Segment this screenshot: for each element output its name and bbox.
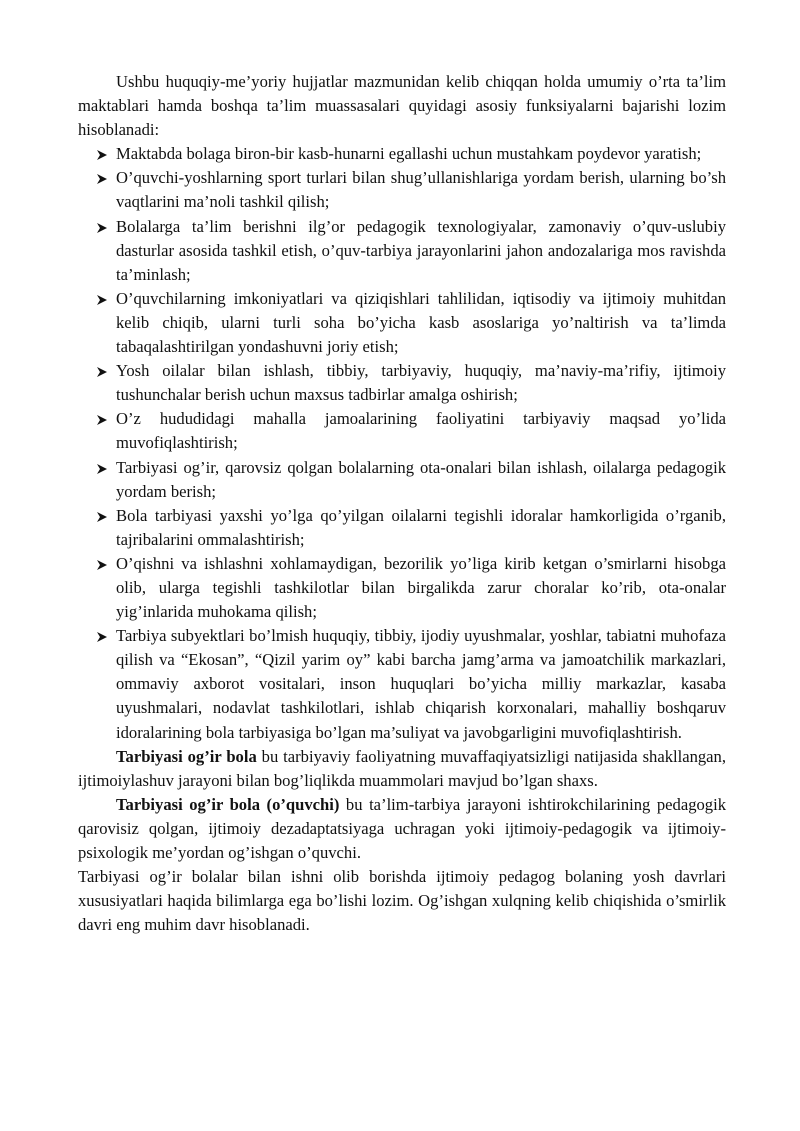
arrowhead-bullet-icon xyxy=(96,624,110,648)
list-item xyxy=(78,504,726,552)
arrowhead-bullet-icon xyxy=(96,359,110,383)
arrowhead-bullet-icon xyxy=(96,407,110,431)
arrowhead-bullet-icon xyxy=(96,552,110,576)
list-item-text: O’quvchilarning imkoniyatlari va qiziqishlari tahlilidan, iqtisodiy va ijtimoiy muhitdan kelib chiqib, ularni turli soha bo’yicha kasb asoslariga yo’naltirish va ta’limda tabaqalashtirilgan yondashuvni joriy etish; xyxy=(116,288,726,357)
list-item-text: O’quvchi-yoshlarning sport turlari bilan shug’ullanishlariga yordam berish, ularning bo’sh vaqtlarini ma’noli tashkil qilish; xyxy=(116,168,726,212)
intro-paragraph: Ushbu huquqiy-me’yoriy hujjatlar mazmunidan kelib chiqqan holda umumiy o’rta ta’lim maktablari hamda boshqa ta’lim muassasalari quyidagi asosiy funksiyalarni bajarishi lozim hisoblanadi: xyxy=(78,72,726,140)
definition-text-2: bu ta’lim-tarbiya jarayoni ishtirokchilarining pedagogik qarovisiz qolgan, ijtimoiy dezadaptatsiyaga uchragan yoki ijtimoiy-pedagogik va ijtimoiy-psixologik me’yordan og’ishgan o’quvchi. xyxy=(78,794,726,862)
list-item xyxy=(78,215,726,287)
arrowhead-bullet-icon xyxy=(96,142,110,166)
arrowhead-bullet-icon xyxy=(96,287,110,311)
definition-paragraph-1 xyxy=(78,745,726,793)
list-item-text: Tarbiya subyektlari bo’lmish huquqiy, tibbiy, ijodiy uyushmalar, yoshlar, tabiatni muhofaza qilish va “Ekosan”, “Qizil yarim oy” kabi barcha jamg’arma va jamoatchilik markazlari, ommaviy axborot vositalari, inson huquqlari bo’yicha milliy markazlar, kasaba uyushmalari, nodavlat tashkilotlari, ishlab chiqarish korxonalari, mahalliy boshqaruv idoralarining bola tarbiyasiga bo’lgan ma’suliyat va javobgarligini muvofiqlashtirish. xyxy=(116,626,726,742)
functions-list xyxy=(78,142,726,744)
arrowhead-bullet-icon xyxy=(96,504,110,528)
arrowhead-bullet-icon xyxy=(96,456,110,480)
list-item-text: Tarbiyasi og’ir, qarovsiz qolgan bolalarning ota-onalari bilan ishlash, oilalarga pedagogik yordam berish; xyxy=(116,457,726,501)
list-item-text: Yosh oilalar bilan ishlash, tibbiy, tarbiyaviy, huquqiy, ma’naviy-ma’rifiy, ijtimoiy tushunchalar berish uchun maxsus tadbirlar amalga oshirish; xyxy=(116,361,726,405)
list-item-text: O’z hududidagi mahalla jamoalarining faoliyatini tarbiyaviy maqsad yo’lida muvofiqlashtirish; xyxy=(116,409,726,453)
list-item xyxy=(78,142,726,166)
list-item xyxy=(78,407,726,455)
definition-term-1: Tarbiyasi og’ir bola xyxy=(116,746,257,766)
list-item-text: Maktabda bolaga biron-bir kasb-hunarni egallashi uchun mustahkam poydevor yaratish; xyxy=(116,144,702,164)
closing-paragraph: Tarbiyasi og’ir bolalar bilan ishni olib borishda ijtimoiy pedagog bolaning yosh davrlari xususiyatlari haqida bilimlarga ega bo’lishi lozim. Og’ishgan xulqning kelib chiqishida o’smirlik davri eng muhim davr hisoblanadi. xyxy=(78,867,726,935)
arrowhead-bullet-icon xyxy=(96,215,110,239)
list-item xyxy=(78,359,726,407)
list-item xyxy=(78,624,726,744)
document-page xyxy=(78,70,726,937)
list-item xyxy=(78,166,726,214)
list-item-text: Bolalarga ta’lim berishni ilg’or pedagogik texnologiyalar, zamonaviy o’quv-uslubiy dasturlar asosida tashkil etish, o’quv-tarbiya jarayonlarini jahon andozalariga mos ravishda ta’minlash; xyxy=(116,216,726,284)
definition-term-2: Tarbiyasi og’ir bola (o’quvchi) xyxy=(116,794,340,814)
list-item xyxy=(78,456,726,504)
definition-paragraph-2 xyxy=(78,793,726,865)
list-item xyxy=(78,287,726,359)
list-item xyxy=(78,552,726,624)
list-item-text: O’qishni va ishlashni xohlamaydigan, bezorilik yo’liga kirib ketgan o’smirlarni hisobga olib, ularga tegishli tashkilotlar bilan birgalikda zarur choralar ko’rib, ota-onalar yig’inlarida muhokama qilish; xyxy=(116,553,726,622)
arrowhead-bullet-icon xyxy=(96,166,110,190)
definition-text-1: bu tarbiyaviy faoliyatning muvaffaqiyatsizligi natijasida shakllangan, ijtimoiylashuv jarayoni bilan bog’liqlikda muammolari mavjud bo’lgan shaxs. xyxy=(78,746,726,790)
list-item-text: Bola tarbiyasi yaxshi yo’lga qo’yilgan oilalarni tegishli idoralar hamkorligida o’rganib, tajribalarini ommalashtirish; xyxy=(116,505,726,549)
